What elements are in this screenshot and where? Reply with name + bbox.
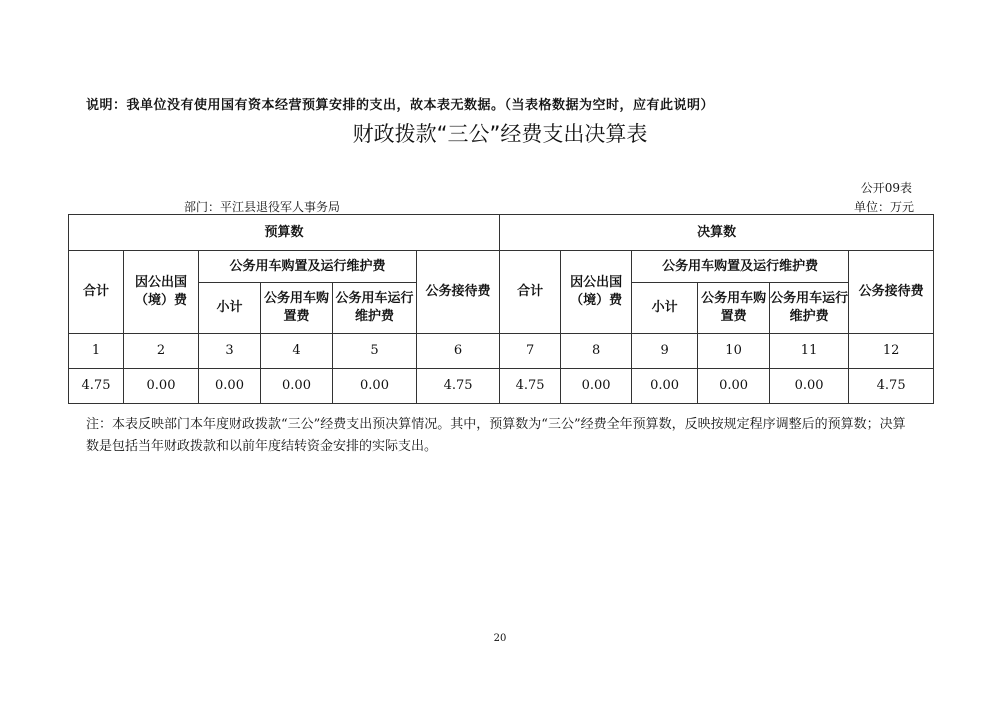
- budget-reception-header: 公务接待费: [417, 251, 500, 334]
- group-header-row: [69, 215, 934, 251]
- budget-group-header: 预算数: [69, 215, 500, 251]
- final-subtotal-header: 小计: [632, 283, 698, 334]
- expenditure-table: [68, 214, 934, 404]
- final-reception-value: 4.75: [849, 369, 934, 404]
- col-number: 9: [632, 334, 698, 369]
- final-total-header: 合计: [500, 251, 561, 334]
- footnote: 注：本表反映部门本年度财政拨款“三公”经费支出预决算情况。其中，预算数为“三公”经费全年预算数，反映按规定程序调整后的预算数；决算数是包括当年财政拨款和以前年度结转资金安排的实际支出。: [86, 417, 906, 454]
- col-number: 12: [849, 334, 934, 369]
- col-number: 7: [500, 334, 561, 369]
- final-abroad-header: 因公出国（境）费: [561, 251, 632, 334]
- budget-reception-value: 4.75: [417, 369, 500, 404]
- col-number: 5: [333, 334, 417, 369]
- final-vehicle-header: 公务用车购置及运行维护费: [632, 251, 849, 283]
- budget-subtotal-value: 0.00: [199, 369, 261, 404]
- final-abroad-value: 0.00: [561, 369, 632, 404]
- budget-vehicle-header: 公务用车购置及运行维护费: [199, 251, 417, 283]
- value-row: [69, 369, 934, 404]
- page-number: 20: [493, 633, 507, 644]
- budget-vehicle-maintain-value: 0.00: [333, 369, 417, 404]
- final-vehicle-maintain-header: 公务用车运行维护费: [770, 283, 849, 334]
- top-note: 说明：我单位没有使用国有资本经营预算安排的支出，故本表无数据。（当表格数据为空时，应有此说明）: [86, 98, 715, 113]
- budget-total-header: 合计: [69, 251, 124, 334]
- final-vehicle-purchase-header: 公务用车购置费: [698, 283, 770, 334]
- final-subtotal-value: 0.00: [632, 369, 698, 404]
- unit-label: 单位：万元: [853, 200, 914, 214]
- col-number: 1: [69, 334, 124, 369]
- col-number: 2: [124, 334, 199, 369]
- final-group-header: 决算数: [500, 215, 934, 251]
- department-label: 部门：平江县退役军人事务局: [184, 200, 341, 214]
- page-title: 财政拨款“三公”经费支出决算表: [352, 122, 648, 146]
- final-vehicle-maintain-value: 0.00: [770, 369, 849, 404]
- col-number: 6: [417, 334, 500, 369]
- budget-total-value: 4.75: [69, 369, 124, 404]
- final-total-value: 4.75: [500, 369, 561, 404]
- col-number: 11: [770, 334, 849, 369]
- col-number: 4: [261, 334, 333, 369]
- final-vehicle-purchase-value: 0.00: [698, 369, 770, 404]
- final-reception-header: 公务接待费: [849, 251, 934, 334]
- budget-vehicle-purchase-header: 公务用车购置费: [261, 283, 333, 334]
- col-number: 8: [561, 334, 632, 369]
- col-number: 3: [199, 334, 261, 369]
- budget-subtotal-header: 小计: [199, 283, 261, 334]
- column-header-row-1: [69, 251, 934, 283]
- column-number-row: [69, 334, 934, 369]
- budget-abroad-value: 0.00: [124, 369, 199, 404]
- budget-vehicle-maintain-header: 公务用车运行维护费: [333, 283, 417, 334]
- form-number: 公开09表: [860, 181, 912, 195]
- col-number: 10: [698, 334, 770, 369]
- budget-vehicle-purchase-value: 0.00: [261, 369, 333, 404]
- budget-abroad-header: 因公出国（境）费: [124, 251, 199, 334]
